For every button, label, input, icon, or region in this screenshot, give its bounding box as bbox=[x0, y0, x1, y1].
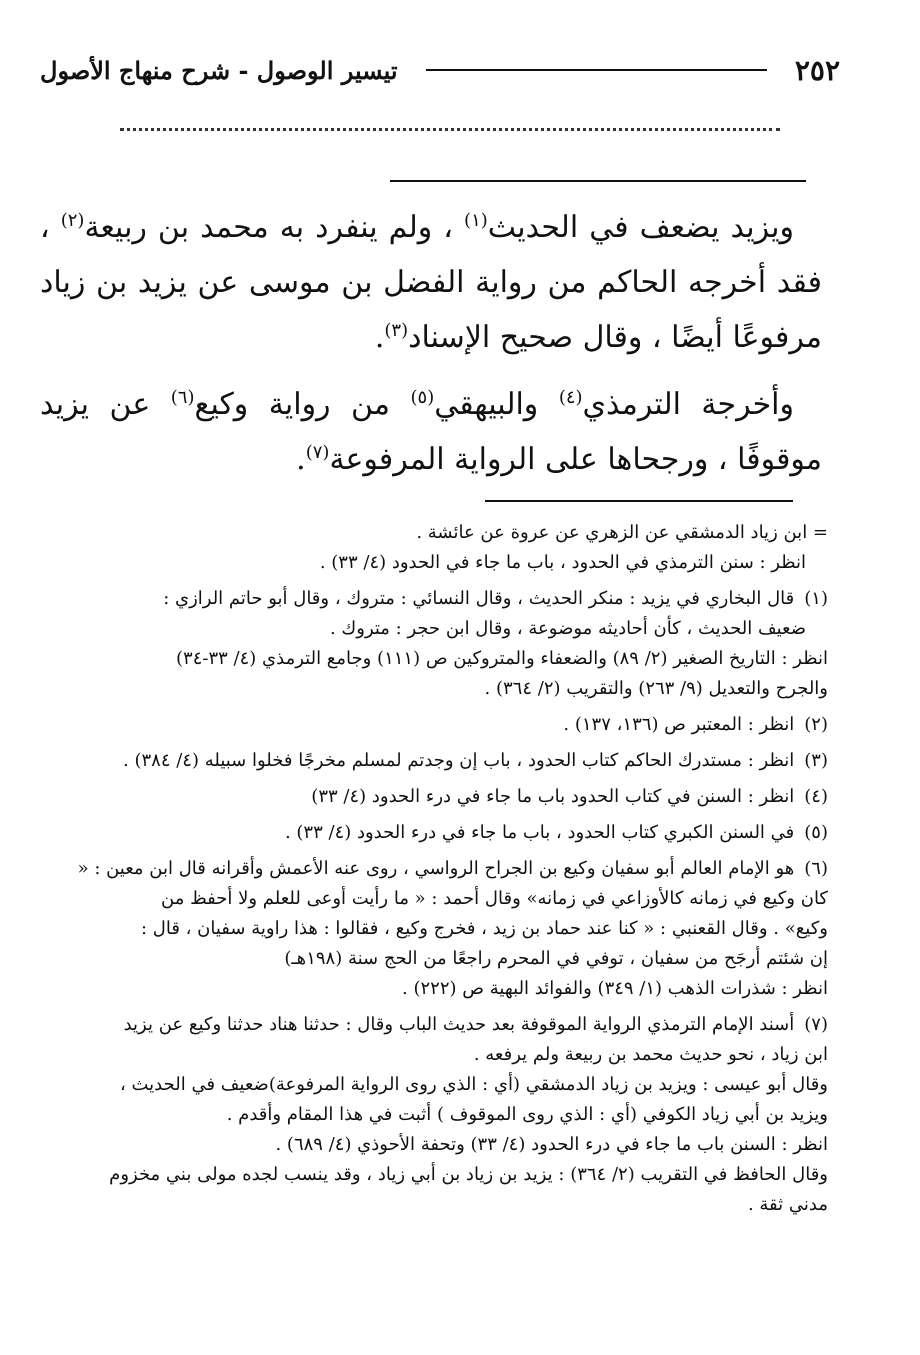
footnote-line: وكيع» . وقال القعنبي : « كنا عند حماد بن زيد ، فخرج وكيع ، فقالوا : هذا راوية سفيان ، قال : bbox=[140, 918, 828, 939]
footnote-line: أسند الإمام الترمذي الرواية الموقوفة بعد حديث الباب وقال : حدثنا هناد حدثنا وكيع عن يزيد bbox=[123, 1014, 795, 1035]
footnote-2 bbox=[48, 710, 828, 740]
p1-end: . bbox=[374, 320, 385, 355]
footnote-line: إن شئتم أرجَح من سفيان ، توفي في المحرم راجعًا من الحج سنة (١٩٨هـ) bbox=[284, 948, 828, 969]
footnote-ref-6[interactable]: (٦) bbox=[170, 387, 195, 408]
footnote-line: والجرح والتعديل (٩/ ٢٦٣) والتقريب (٢/ ٣٦٤) . bbox=[484, 678, 828, 699]
footnote-number: (٦) bbox=[804, 858, 828, 879]
footnote-line: انظر : السنن باب ما جاء في درء الحدود (٤/ ٣٣) وتحفة الأحوذي (٤/ ٦٨٩) . bbox=[275, 1134, 828, 1155]
page-header bbox=[40, 48, 840, 92]
footnotes bbox=[48, 518, 828, 1226]
footnote-line: كان وكيع في زمانه كالأوزاعي في زمانه» وقال أحمد : « ما رأيت أوعى للعلم ولا أحفظ من bbox=[161, 888, 828, 909]
footnote-line: مدني ثقة . bbox=[747, 1194, 828, 1215]
footnote-ref-2[interactable]: (٢) bbox=[60, 210, 85, 231]
footnote-number: (٣) bbox=[804, 750, 828, 771]
footnote-line: وقال الحافظ في التقريب (٢/ ٣٦٤) : يزيد بن زياد بن أبي زياد ، وقد ينسب لجده مولى بني مخزوم bbox=[109, 1164, 828, 1185]
main-text bbox=[40, 200, 822, 499]
footnote-text: انظر : مستدرك الحاكم كتاب الحدود ، باب إن وجدتم لمسلم مخرجًا فخلوا سبيله (٤/ ٣٨٤) . bbox=[123, 750, 795, 771]
dotted-separator bbox=[120, 128, 780, 131]
header-rule bbox=[426, 69, 767, 71]
footnote-line: ابن زياد ، نحو حديث محمد بن ربيعة ولم يرفعه . bbox=[473, 1044, 828, 1065]
footnote-number: (١) bbox=[804, 588, 828, 609]
footnote-4 bbox=[48, 782, 828, 812]
footnote-line: ويزيد بن أبي زياد الكوفي (أي : الذي روى الموقوف ) أثبت في هذا المقام وأقدم . bbox=[226, 1104, 828, 1125]
footnote-number: (٤) bbox=[804, 786, 828, 807]
footnote-ref-5[interactable]: (٥) bbox=[410, 387, 435, 408]
footnote-line: = ابن زياد الدمشقي عن الزهري عن عروة عن عائشة . bbox=[416, 522, 828, 543]
footnote-number: (٢) bbox=[804, 714, 828, 735]
footnote-3 bbox=[48, 746, 828, 776]
p1-text-3: ، فقد أخرجه الحاكم من رواية الفضل بن موسى عن يزيد بن زياد مرفوعًا أيضًا ، وقال صحيح الإسناد bbox=[40, 210, 822, 355]
footnote-text: انظر : السنن في كتاب الحدود باب ما جاء في درء الحدود (٤/ ٣٣) bbox=[311, 786, 795, 807]
main-text-rule bbox=[390, 180, 806, 182]
footnote-ref-7[interactable]: (٧) bbox=[305, 442, 330, 463]
p2-text-3: من رواية وكيع bbox=[194, 387, 390, 422]
footnote-rule bbox=[485, 500, 793, 502]
footnote-continuation bbox=[48, 518, 828, 578]
p2-end: . bbox=[296, 442, 306, 477]
footnote-line: هو الإمام العالم أبو سفيان وكيع بن الجراح الرواسي ، روى عنه الأعمش وأقرانه قال ابن معين : « bbox=[77, 858, 795, 879]
footnote-6 bbox=[48, 854, 828, 1004]
footnote-line: انظر : التاريخ الصغير (٢/ ٨٩) والضعفاء والمتروكين ص (١١١) وجامع الترمذي (٤/ ٣٣-٣٤) bbox=[176, 648, 828, 669]
p2-text-4: عن يزيد موقوفًا ، ورجحاها على الرواية المرفوعة bbox=[40, 387, 822, 477]
page-number: ٢٥٢ bbox=[794, 53, 840, 87]
footnote-5 bbox=[48, 818, 828, 848]
footnote-1 bbox=[48, 584, 828, 704]
footnote-line: ضعيف الحديث ، كأن أحاديثه موضوعة ، وقال ابن حجر : متروك . bbox=[329, 618, 806, 639]
paragraph-1 bbox=[40, 200, 822, 365]
paragraph-2 bbox=[40, 377, 822, 487]
footnote-line: وقال أبو عيسى : ويزيد بن زياد الدمشقي (أي : الذي روى الرواية المرفوعة)ضعيف في الحديث ، bbox=[119, 1074, 828, 1095]
book-title: تيسير الوصول - شرح منهاج الأصول bbox=[40, 55, 398, 85]
footnote-line: انظر : سنن الترمذي في الحدود ، باب ما جاء في الحدود (٤/ ٣٣) . bbox=[319, 552, 806, 573]
p2-text-2: والبيهقي bbox=[434, 387, 539, 422]
p1-text-1: ويزيد يضعف في الحديث bbox=[487, 210, 794, 245]
p2-text-1: وأخرجة الترمذي bbox=[582, 387, 794, 422]
footnote-text: في السنن الكبري كتاب الحدود ، باب ما جاء في درء الحدود (٤/ ٣٣) . bbox=[284, 822, 795, 843]
footnote-line: قال البخاري في يزيد : منكر الحديث ، وقال النسائي : متروك ، وقال أبو حاتم الرازي : bbox=[163, 588, 795, 609]
footnote-ref-1[interactable]: (١) bbox=[464, 210, 488, 231]
footnote-ref-4[interactable]: (٤) bbox=[558, 387, 583, 408]
footnote-text: انظر : المعتبر ص (١٣٦، ١٣٧) . bbox=[563, 714, 795, 735]
p1-text-2: ، ولم ينفرد به محمد بن ربيعة bbox=[84, 210, 453, 245]
footnote-7 bbox=[48, 1010, 828, 1220]
footnote-ref-3[interactable]: (٣) bbox=[384, 320, 409, 341]
footnote-line: انظر : شذرات الذهب (١/ ٣٤٩) والفوائد البهية ص (٢٢٢) . bbox=[402, 978, 828, 999]
footnote-number: (٧) bbox=[804, 1014, 828, 1035]
footnote-number: (٥) bbox=[804, 822, 828, 843]
